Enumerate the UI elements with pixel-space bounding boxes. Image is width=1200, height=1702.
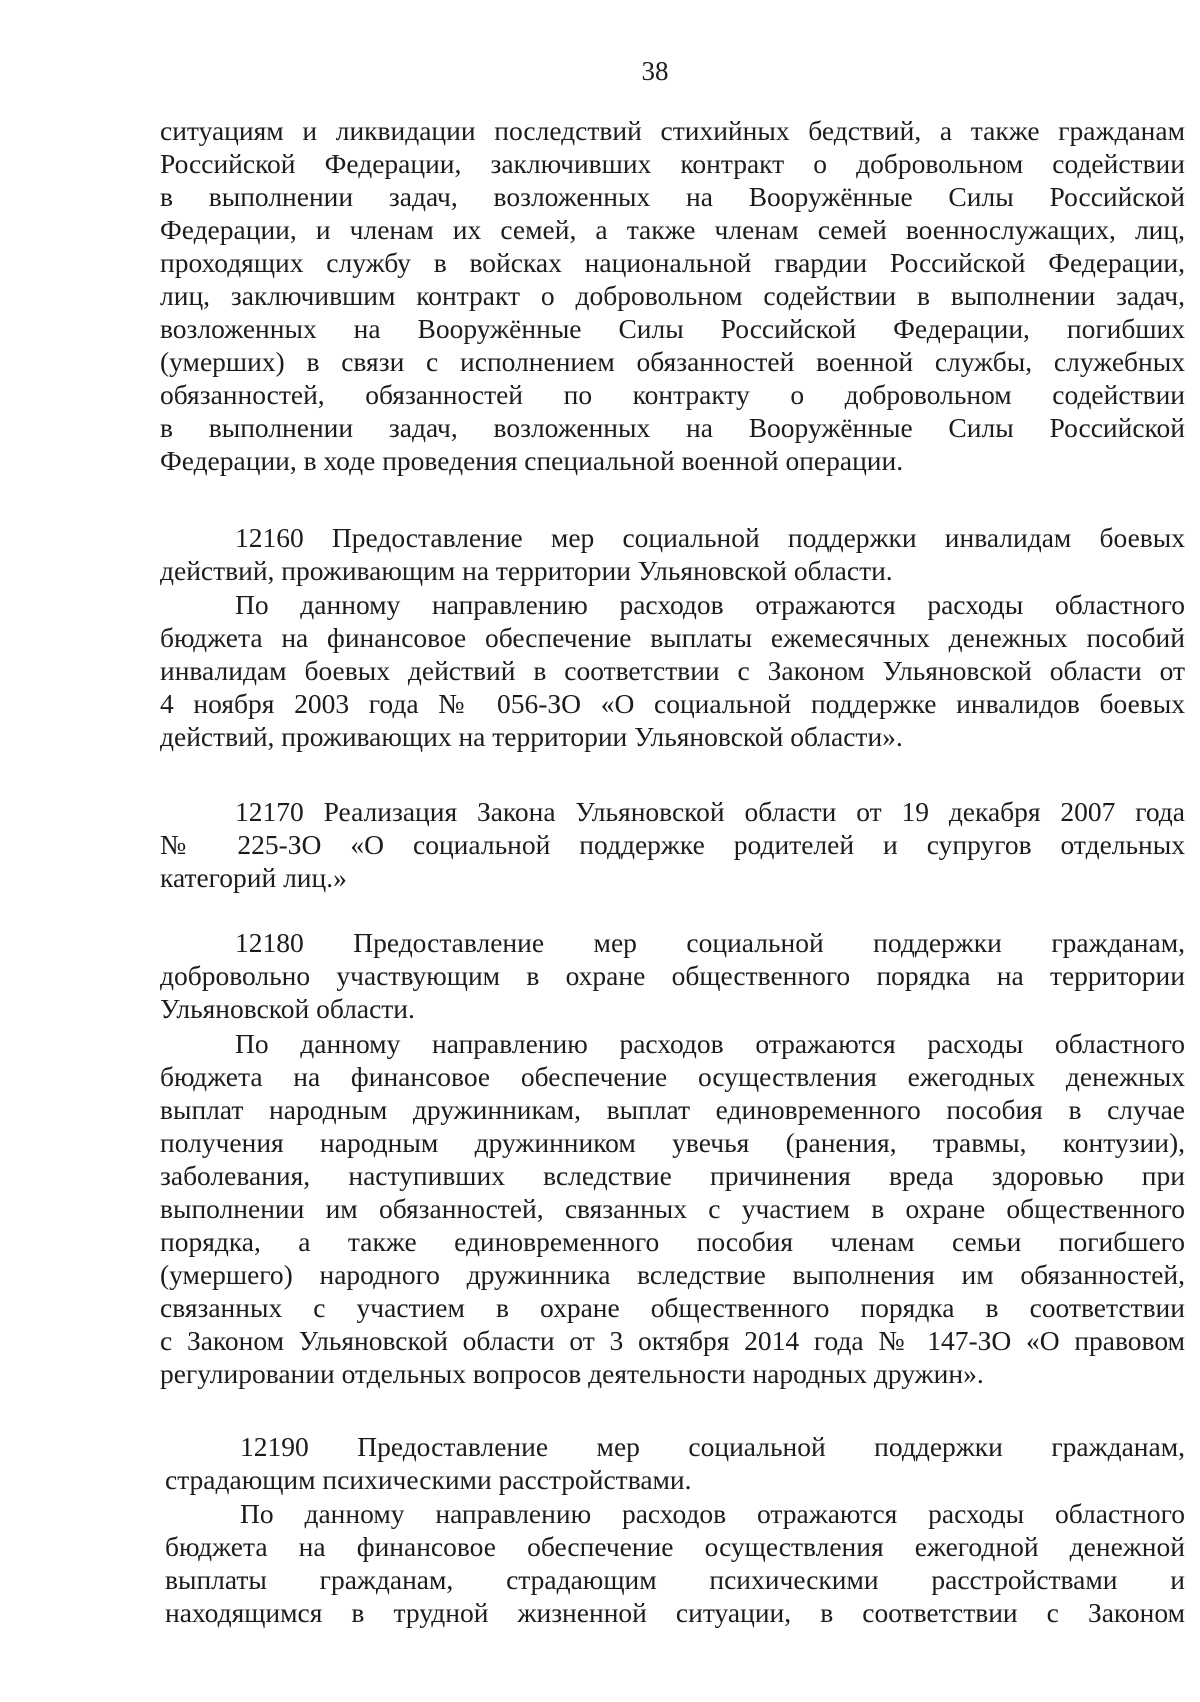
text-line: (умерших) в связи с исполнением обязанностей военной службы, служебных bbox=[160, 346, 1185, 377]
text-line: действий, проживающим на территории Ульяновской области. bbox=[160, 555, 893, 586]
text-line: возложенных на Вооружённые Силы Российской Федерации, погибших bbox=[160, 313, 1185, 344]
text-line: действий, проживающих на территории Ульяновской области». bbox=[160, 721, 903, 752]
text-line: (умершего) народного дружинника вследствие выполнения им обязанностей, bbox=[160, 1259, 1185, 1290]
text-line: По данному направлению расходов отражаются расходы областного bbox=[240, 1498, 1185, 1529]
text-line: ситуациям и ликвидации последствий стихийных бедствий, а также гражданам bbox=[160, 115, 1185, 146]
text-line: лиц, заключившим контракт о добровольном содействии в выполнении задач, bbox=[160, 280, 1185, 311]
text-line: инвалидам боевых действий в соответствии с Законом Ульяновской области от bbox=[160, 655, 1185, 686]
text-line: находящимся в трудной жизненной ситуации, в соответствии с Законом bbox=[165, 1597, 1185, 1628]
page-number: 38 bbox=[641, 56, 669, 86]
text-line: Федерации, и членам их семей, а также членам семей военнослужащих, лиц, bbox=[160, 214, 1185, 245]
text-line: бюджета на финансовое обеспечение выплаты ежемесячных денежных пособий bbox=[160, 622, 1185, 653]
text-line: с Законом Ульяновской области от 3 октября 2014 года № 147-ЗО «О правовом bbox=[160, 1325, 1185, 1356]
text-line: 12170 Реализация Закона Ульяновской области от 19 декабря 2007 года bbox=[235, 796, 1185, 827]
text-line: регулировании отдельных вопросов деятельности народных дружин». bbox=[160, 1358, 984, 1389]
text-line: По данному направлению расходов отражаются расходы областного bbox=[235, 1028, 1185, 1059]
text-line: Ульяновской области. bbox=[160, 993, 415, 1024]
text-line: 12190 Предоставление мер социальной поддержки гражданам, bbox=[240, 1431, 1185, 1462]
text-line: в выполнении задач, возложенных на Вооружённые Силы Российской bbox=[160, 412, 1185, 443]
text-line: бюджета на финансовое обеспечение осуществления ежегодных денежных bbox=[160, 1061, 1185, 1092]
text-line: проходящих службу в войсках национальной гвардии Российской Федерации, bbox=[160, 247, 1185, 278]
text-line: выплаты гражданам, страдающим психическими расстройствами и bbox=[165, 1564, 1185, 1595]
text-line: По данному направлению расходов отражаются расходы областного bbox=[235, 589, 1185, 620]
text-line: выполнении им обязанностей, связанных с участием в охране общественного bbox=[160, 1193, 1185, 1224]
text-line: связанных с участием в охране общественного порядка в соответствии bbox=[160, 1292, 1185, 1323]
text-line: порядка, а также единовременного пособия членам семьи погибшего bbox=[160, 1226, 1185, 1257]
text-line: страдающим психическими расстройствами. bbox=[165, 1464, 692, 1495]
text-line: обязанностей, обязанностей по контракту о добровольном содействии bbox=[160, 379, 1185, 410]
text-line: в выполнении задач, возложенных на Вооружённые Силы Российской bbox=[160, 181, 1185, 212]
text-line: бюджета на финансовое обеспечение осуществления ежегодной денежной bbox=[165, 1531, 1185, 1562]
text-line: добровольно участвующим в охране общественного порядка на территории bbox=[160, 960, 1185, 991]
text-line: получения народным дружинником увечья (ранения, травмы, контузии), bbox=[160, 1127, 1185, 1158]
text-line: Федерации, в ходе проведения специальной военной операции. bbox=[160, 445, 904, 476]
text-line: 12180 Предоставление мер социальной поддержки гражданам, bbox=[235, 927, 1185, 958]
text-line: 12160 Предоставление мер социальной поддержки инвалидам боевых bbox=[235, 522, 1185, 553]
text-line: Российской Федерации, заключивших контракт о добровольном содействии bbox=[160, 148, 1185, 179]
text-line: категорий лиц.» bbox=[160, 862, 347, 893]
text-line: заболевания, наступивших вследствие причинения вреда здоровью при bbox=[160, 1160, 1185, 1191]
text-line: выплат народным дружинникам, выплат единовременного пособия в случае bbox=[160, 1094, 1185, 1125]
text-line: № 225-ЗО «О социальной поддержке родителей и супругов отдельных bbox=[160, 829, 1185, 860]
text-line: 4 ноября 2003 года № 056-ЗО «О социальной поддержке инвалидов боевых bbox=[160, 688, 1185, 719]
